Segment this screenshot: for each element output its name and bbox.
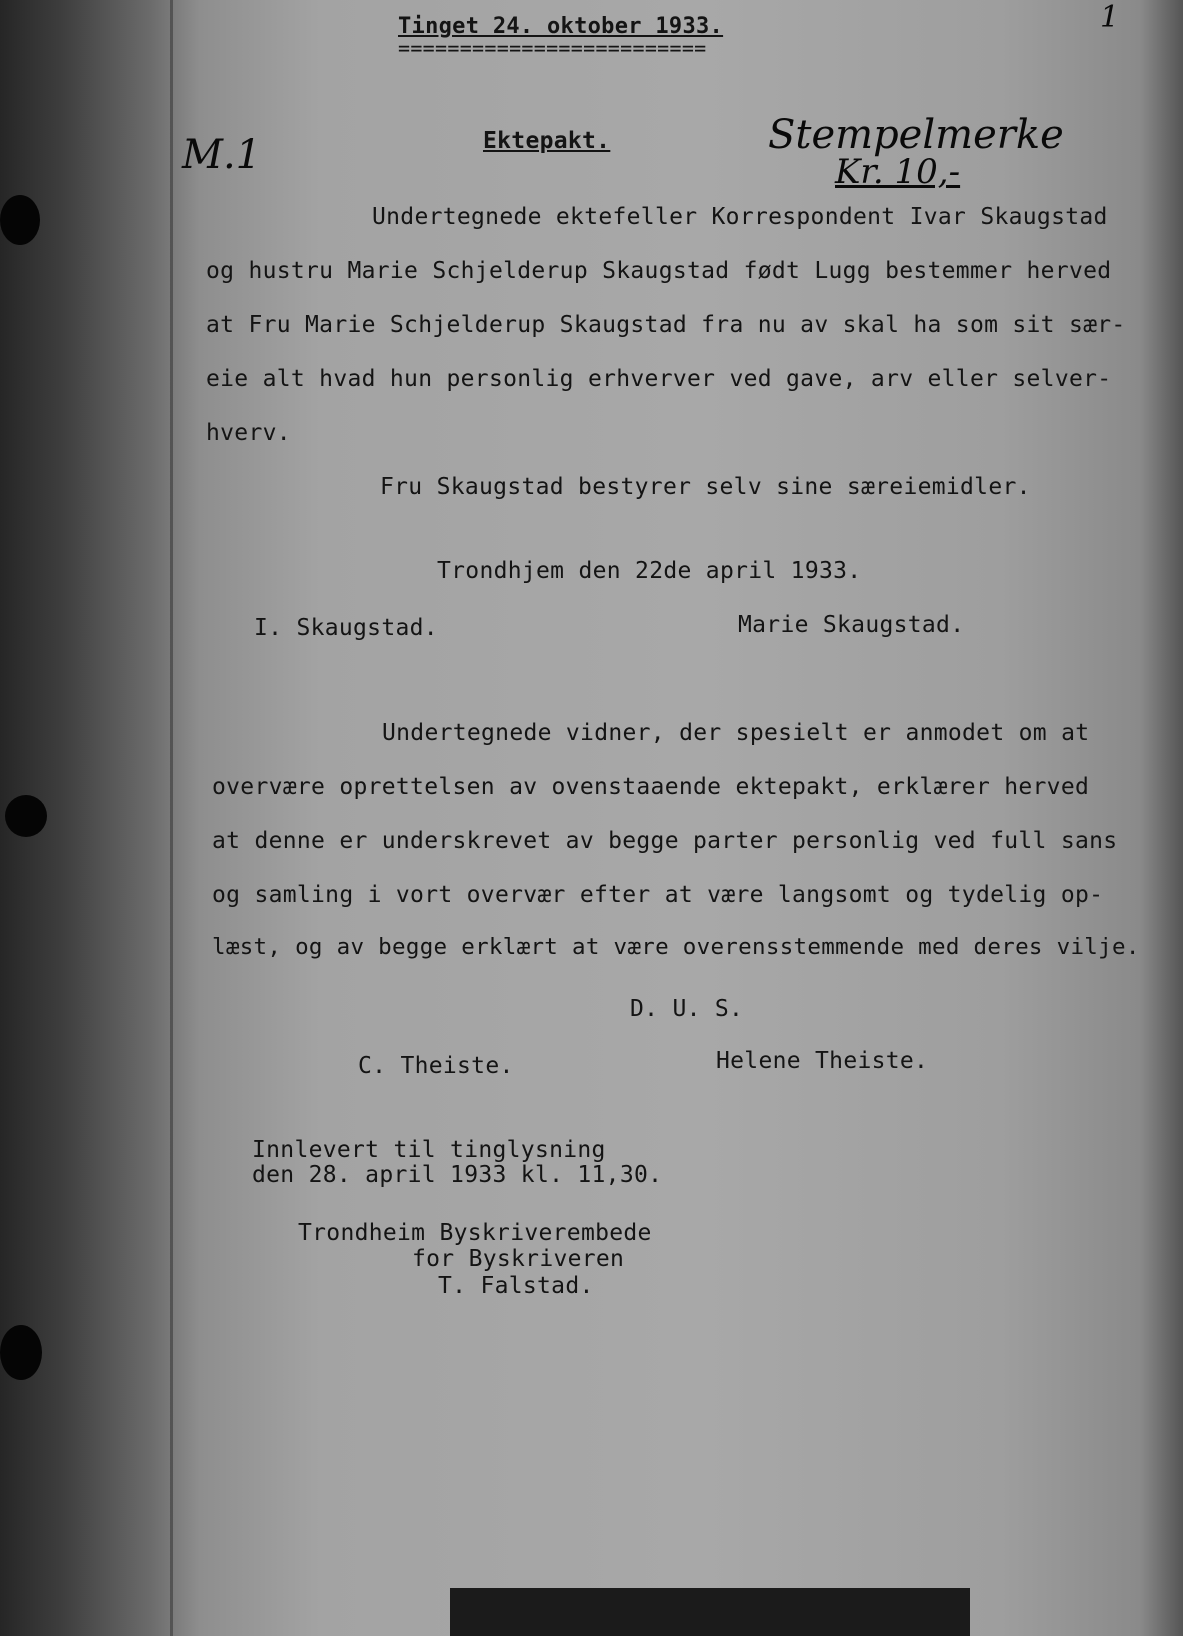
punch-hole-top bbox=[0, 195, 40, 245]
body-line: Fru Skaugstad bestyrer selv sine særeiemidler. bbox=[380, 474, 1031, 500]
signature-left: I. Skaugstad. bbox=[254, 615, 438, 641]
dus-mark: D. U. S. bbox=[630, 996, 744, 1022]
body-line: Undertegnede ektefeller Korrespondent Ivar Skaugstad bbox=[372, 204, 1108, 230]
page-fold bbox=[170, 0, 173, 1636]
body-line: og samling i vort overvær efter at være langsomt og tydelig op- bbox=[212, 882, 1104, 908]
body-line: hverv. bbox=[206, 420, 291, 446]
document-title: Ektepakt. bbox=[483, 128, 611, 154]
office-line: for Byskriveren bbox=[412, 1246, 625, 1272]
header-double-rule: ========================= bbox=[398, 36, 707, 60]
place-date: Trondhjem den 22de april 1933. bbox=[437, 558, 862, 584]
witness-left: C. Theiste. bbox=[358, 1053, 514, 1079]
office-line: T. Falstad. bbox=[438, 1273, 594, 1299]
signature-right: Marie Skaugstad. bbox=[738, 612, 965, 638]
session-date-header: Tinget 24. oktober 1933. bbox=[398, 14, 724, 39]
stamp-note-line2: Kr. 10,- bbox=[835, 152, 961, 192]
witness-right: Helene Theiste. bbox=[716, 1048, 929, 1074]
registration-line: Innlevert til tinglysning bbox=[252, 1137, 606, 1163]
office-line: Trondheim Byskriverembede bbox=[298, 1220, 652, 1246]
body-line: eie alt hvad hun personlig erhverver ved gave, arv eller selver- bbox=[206, 366, 1112, 392]
punch-hole-bottom bbox=[0, 1325, 42, 1380]
punch-hole-middle bbox=[5, 795, 47, 837]
page-number: 1 bbox=[1100, 0, 1120, 35]
body-line: overvære oprettelsen av ovenstaaende ektepakt, erklærer herved bbox=[212, 774, 1090, 800]
body-line: Undertegnede vidner, der spesielt er anmodet om at bbox=[382, 720, 1090, 746]
body-line: og hustru Marie Schjelderup Skaugstad født Lugg bestemmer herved bbox=[206, 258, 1112, 284]
body-line: læst, og av begge erklært at være overensstemmende med deres vilje. bbox=[212, 934, 1140, 960]
scan-edge-shadow bbox=[450, 1588, 970, 1636]
body-line: at Fru Marie Schjelderup Skaugstad fra nu av skal ha som sit sær- bbox=[206, 312, 1126, 338]
stamp-note-line1: Stempelmerke bbox=[768, 112, 1064, 158]
registration-line: den 28. april 1933 kl. 11,30. bbox=[252, 1162, 663, 1188]
body-line: at denne er underskrevet av begge parter personlig ved full sans bbox=[212, 828, 1118, 854]
margin-note: M.1 bbox=[182, 132, 262, 178]
